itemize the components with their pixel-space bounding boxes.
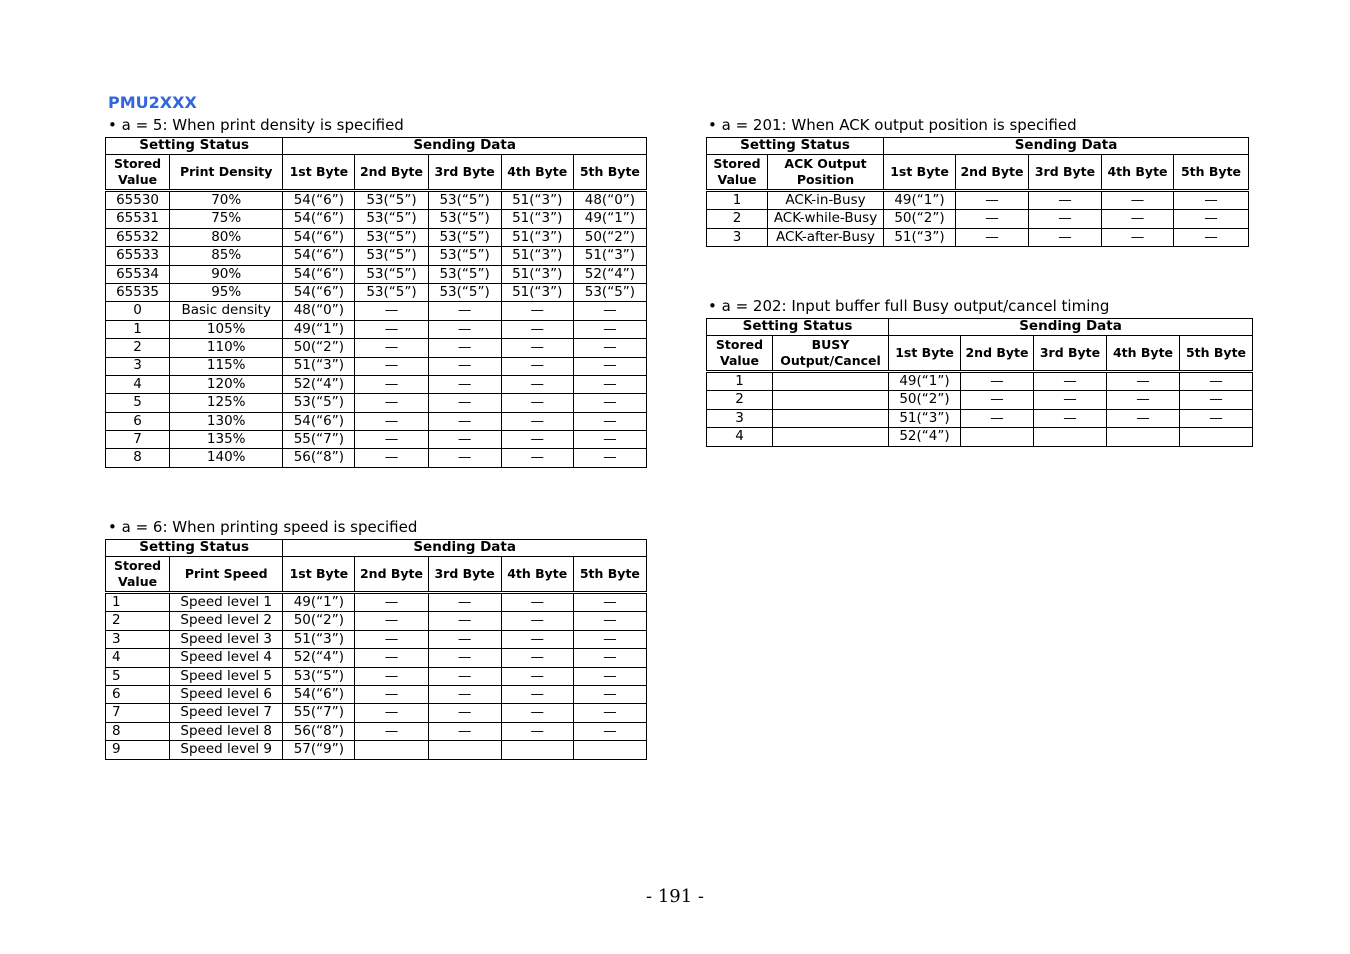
table-cell: — [501, 302, 573, 320]
table-cell: ACK-in-Busy [768, 191, 884, 210]
table-row [106, 320, 647, 338]
section-heading: PMU2XXX [108, 93, 197, 112]
table-cell: 51(“3”) [501, 247, 573, 265]
table-row [707, 391, 1253, 409]
table-row [106, 449, 647, 467]
page-number: - 191 - [646, 886, 704, 907]
busy-timing-table [706, 318, 1253, 447]
column-header: 4th Byte [501, 155, 573, 191]
table-cell: — [573, 667, 646, 685]
table-cell: 0 [106, 302, 170, 320]
table-cell: — [501, 649, 573, 667]
table-cell: — [355, 320, 428, 338]
table-cell: — [956, 210, 1029, 228]
table-cell: — [355, 722, 428, 740]
table-cell: — [1034, 372, 1107, 391]
table-cell: — [1029, 210, 1102, 228]
table-cell: — [428, 449, 501, 467]
group-header-sending-data: Sending Data [283, 540, 647, 557]
table-cell: 95% [170, 283, 283, 301]
table-cell: Speed level 3 [170, 630, 283, 648]
table-cell: 130% [170, 412, 283, 430]
table-cell: ACK-after-Busy [768, 228, 884, 246]
column-header: 4th Byte [501, 557, 573, 593]
table-cell: Speed level 2 [170, 612, 283, 630]
table-cell: — [573, 431, 646, 449]
table-cell: 53(“5”) [283, 394, 355, 412]
table-cell: — [428, 704, 501, 722]
table-cell: Basic density [170, 302, 283, 320]
table-cell: 2 [707, 391, 773, 409]
column-header: 3rd Byte [428, 155, 501, 191]
table-cell: 53(“5”) [428, 265, 501, 283]
group-header-setting-status: Setting Status [707, 319, 889, 336]
table-cell: 54(“6”) [283, 283, 355, 301]
group-header-setting-status: Setting Status [707, 138, 884, 155]
table-cell: 6 [106, 685, 170, 703]
table-cell: — [428, 339, 501, 357]
table-cell [961, 428, 1034, 446]
table-cell: 54(“6”) [283, 247, 355, 265]
table-cell: 2 [106, 339, 170, 357]
table-cell: 54(“6”) [283, 210, 355, 228]
table-cell: — [573, 685, 646, 703]
table-cell [773, 409, 889, 427]
table-cell: — [355, 630, 428, 648]
table-cell: 54(“6”) [283, 685, 355, 703]
table-cell: 52(“4”) [283, 375, 355, 393]
column-header: Stored Value [106, 557, 170, 593]
table-cell: 54(“6”) [283, 412, 355, 430]
table-cell: — [501, 449, 573, 467]
table-cell: — [501, 357, 573, 375]
table-row [106, 667, 647, 685]
table-cell: 5 [106, 394, 170, 412]
table-cell: — [573, 649, 646, 667]
table-cell: — [501, 667, 573, 685]
table-cell: — [1034, 391, 1107, 409]
ack-caption: • a = 201: When ACK output position is specified [708, 116, 1077, 134]
group-header-sending-data: Sending Data [889, 319, 1253, 336]
table-cell: 51(“3”) [501, 265, 573, 283]
table-cell: — [428, 685, 501, 703]
table-cell: 90% [170, 265, 283, 283]
table-cell: 125% [170, 394, 283, 412]
table-row [106, 210, 647, 228]
table-cell: 65530 [106, 191, 170, 210]
table-cell: 4 [106, 649, 170, 667]
table-row [707, 210, 1249, 228]
table-cell: 53(“5”) [355, 265, 428, 283]
table-row [707, 409, 1253, 427]
table-cell: 49(“1”) [573, 210, 646, 228]
table-row [707, 372, 1253, 391]
table-cell: — [428, 630, 501, 648]
table-cell: 53(“5”) [428, 210, 501, 228]
table-cell: — [573, 449, 646, 467]
table-cell: 54(“6”) [283, 228, 355, 246]
table-cell: 54(“6”) [283, 191, 355, 210]
table-cell: — [355, 685, 428, 703]
table-cell: — [1107, 372, 1180, 391]
table-cell: — [428, 375, 501, 393]
table-row [106, 394, 647, 412]
table-cell: — [573, 339, 646, 357]
column-header: 2nd Byte [355, 557, 428, 593]
table-cell: — [501, 630, 573, 648]
column-header: 1st Byte [283, 557, 355, 593]
table-cell: — [1174, 210, 1249, 228]
column-header: Stored Value [707, 155, 768, 191]
table-cell: 55(“7”) [283, 431, 355, 449]
table-cell: 4 [707, 428, 773, 446]
table-cell: 52(“4”) [889, 428, 961, 446]
table-cell: — [956, 228, 1029, 246]
table-cell [773, 391, 889, 409]
table-row [106, 228, 647, 246]
table-cell: 75% [170, 210, 283, 228]
table-cell: — [428, 394, 501, 412]
table-cell: 3 [106, 357, 170, 375]
table-cell: 57(“9”) [283, 741, 355, 759]
table-cell: 49(“1”) [283, 593, 355, 612]
table-cell: 51(“3”) [573, 247, 646, 265]
table-cell: 55(“7”) [283, 704, 355, 722]
table-row [106, 412, 647, 430]
table-cell: 49(“1”) [884, 191, 956, 210]
table-cell: — [573, 612, 646, 630]
table-row [106, 247, 647, 265]
table-cell: Speed level 5 [170, 667, 283, 685]
column-header: BUSY Output/Cancel [773, 336, 889, 372]
table-row [106, 283, 647, 301]
table-cell [501, 741, 573, 759]
column-header: 3rd Byte [1029, 155, 1102, 191]
column-header: 5th Byte [573, 557, 646, 593]
table-cell: — [573, 630, 646, 648]
table-cell: — [1102, 210, 1174, 228]
table-row [106, 704, 647, 722]
table-cell: — [1102, 191, 1174, 210]
table-cell: 52(“4”) [283, 649, 355, 667]
table-cell [773, 372, 889, 391]
table-row [106, 630, 647, 648]
table-cell: 8 [106, 449, 170, 467]
table-cell: 51(“3”) [501, 228, 573, 246]
group-header-sending-data: Sending Data [283, 138, 647, 155]
table-cell: 3 [707, 228, 768, 246]
column-header: Print Speed [170, 557, 283, 593]
table-cell: 5 [106, 667, 170, 685]
column-header: Print Density [170, 155, 283, 191]
table-cell: 8 [106, 722, 170, 740]
table-cell: 49(“1”) [283, 320, 355, 338]
table-cell: 53(“5”) [355, 210, 428, 228]
table-cell: — [1107, 391, 1180, 409]
column-header: 2nd Byte [956, 155, 1029, 191]
table-cell: — [501, 320, 573, 338]
table-cell: 51(“3”) [884, 228, 956, 246]
table-cell: — [961, 391, 1034, 409]
table-cell: — [573, 412, 646, 430]
table-cell: 53(“5”) [355, 247, 428, 265]
table-cell: 53(“5”) [428, 247, 501, 265]
table-cell [1107, 428, 1180, 446]
column-header: 4th Byte [1107, 336, 1180, 372]
table-cell: 7 [106, 431, 170, 449]
table-cell: — [961, 409, 1034, 427]
column-header: Stored Value [106, 155, 170, 191]
table-cell: — [355, 593, 428, 612]
table-cell: 7 [106, 704, 170, 722]
table-row [106, 302, 647, 320]
table-cell: 53(“5”) [428, 191, 501, 210]
column-header: 3rd Byte [1034, 336, 1107, 372]
table-cell: 56(“8”) [283, 449, 355, 467]
table-cell: 1 [106, 320, 170, 338]
table-cell: — [355, 612, 428, 630]
table-cell: 51(“3”) [501, 191, 573, 210]
table-cell: 65534 [106, 265, 170, 283]
table-cell: 9 [106, 741, 170, 759]
table-cell: ACK-while-Busy [768, 210, 884, 228]
column-header: 5th Byte [573, 155, 646, 191]
table-cell: — [428, 320, 501, 338]
group-header-setting-status: Setting Status [106, 138, 283, 155]
table-cell: 50(“2”) [889, 391, 961, 409]
table-row [106, 722, 647, 740]
table-cell: — [428, 431, 501, 449]
table-row [707, 428, 1253, 446]
table-row [106, 612, 647, 630]
table-cell: Speed level 6 [170, 685, 283, 703]
table-cell: — [1174, 228, 1249, 246]
table-cell: — [355, 431, 428, 449]
table-row [106, 649, 647, 667]
table-cell: 4 [106, 375, 170, 393]
table-cell: 110% [170, 339, 283, 357]
table-cell: 1 [707, 372, 773, 391]
table-cell: — [355, 302, 428, 320]
table-cell: 48(“0”) [573, 191, 646, 210]
table-row [106, 685, 647, 703]
table-cell: — [573, 320, 646, 338]
table-cell [1180, 428, 1253, 446]
table-cell: 1 [106, 593, 170, 612]
table-cell: 50(“2”) [884, 210, 956, 228]
table-cell: 65535 [106, 283, 170, 301]
table-cell: — [428, 612, 501, 630]
table-cell: 3 [106, 630, 170, 648]
table-cell: — [428, 412, 501, 430]
table-cell: 50(“2”) [573, 228, 646, 246]
table-cell [773, 428, 889, 446]
column-header: 1st Byte [884, 155, 956, 191]
column-header: ACK Output Position [768, 155, 884, 191]
table-cell: 54(“6”) [283, 265, 355, 283]
table-cell: 2 [106, 612, 170, 630]
table-cell: 3 [707, 409, 773, 427]
table-cell: Speed level 1 [170, 593, 283, 612]
table-cell: 53(“5”) [355, 283, 428, 301]
table-cell: 51(“3”) [501, 210, 573, 228]
table-cell: 140% [170, 449, 283, 467]
table-cell: — [355, 375, 428, 393]
table-cell: — [501, 394, 573, 412]
table-cell: — [1174, 191, 1249, 210]
table-cell: — [428, 667, 501, 685]
column-header: 5th Byte [1180, 336, 1253, 372]
table-row [106, 357, 647, 375]
table-cell: — [961, 372, 1034, 391]
table-cell: 70% [170, 191, 283, 210]
table-cell: — [1180, 409, 1253, 427]
table-cell: — [573, 704, 646, 722]
table-cell: 115% [170, 357, 283, 375]
table-cell: Speed level 8 [170, 722, 283, 740]
table-cell: 85% [170, 247, 283, 265]
table-cell: — [355, 412, 428, 430]
table-cell: 51(“3”) [501, 283, 573, 301]
table-cell: 50(“2”) [283, 612, 355, 630]
column-header: 1st Byte [283, 155, 355, 191]
table-cell: 49(“1”) [889, 372, 961, 391]
table-cell: — [1102, 228, 1174, 246]
table-cell: 65533 [106, 247, 170, 265]
table-cell [1034, 428, 1107, 446]
table-cell: 53(“5”) [428, 283, 501, 301]
table-cell: — [428, 357, 501, 375]
table-cell: — [501, 412, 573, 430]
table-cell: — [1034, 409, 1107, 427]
table-cell: — [501, 593, 573, 612]
table-cell: — [1029, 228, 1102, 246]
column-header: 5th Byte [1174, 155, 1249, 191]
table-cell: 53(“5”) [573, 283, 646, 301]
column-header: 4th Byte [1102, 155, 1174, 191]
table-cell: — [573, 357, 646, 375]
table-cell: — [956, 191, 1029, 210]
speed-caption: • a = 6: When printing speed is specified [108, 518, 418, 536]
table-row [106, 339, 647, 357]
table-cell: — [501, 339, 573, 357]
table-cell: 53(“5”) [428, 228, 501, 246]
table-row [106, 741, 647, 759]
busy-caption: • a = 202: Input buffer full Busy output/cancel timing [708, 297, 1110, 315]
table-cell: 53(“5”) [355, 228, 428, 246]
column-header: 2nd Byte [961, 336, 1034, 372]
table-cell: 51(“3”) [283, 630, 355, 648]
table-cell: 120% [170, 375, 283, 393]
table-cell: 51(“3”) [889, 409, 961, 427]
table-cell: — [573, 394, 646, 412]
table-cell: — [501, 431, 573, 449]
table-cell: 135% [170, 431, 283, 449]
table-cell: 56(“8”) [283, 722, 355, 740]
ack-position-table [706, 137, 1249, 247]
table-cell: 51(“3”) [283, 357, 355, 375]
table-cell: — [1107, 409, 1180, 427]
group-header-setting-status: Setting Status [106, 540, 283, 557]
table-cell: — [355, 339, 428, 357]
table-cell: Speed level 7 [170, 704, 283, 722]
table-cell: — [428, 593, 501, 612]
table-cell: — [573, 302, 646, 320]
table-cell: — [501, 612, 573, 630]
table-cell: 53(“5”) [355, 191, 428, 210]
table-cell: 65531 [106, 210, 170, 228]
table-cell: — [355, 394, 428, 412]
table-cell: — [355, 649, 428, 667]
table-cell: — [573, 593, 646, 612]
table-cell: 105% [170, 320, 283, 338]
table-cell: — [355, 449, 428, 467]
table-cell: — [355, 704, 428, 722]
table-cell: — [428, 722, 501, 740]
table-cell: — [1180, 391, 1253, 409]
table-cell: — [573, 722, 646, 740]
table-cell: — [1180, 372, 1253, 391]
table-row [106, 431, 647, 449]
table-cell: — [501, 704, 573, 722]
table-cell: 50(“2”) [283, 339, 355, 357]
column-header: Stored Value [707, 336, 773, 372]
column-header: 3rd Byte [428, 557, 501, 593]
table-cell: — [355, 357, 428, 375]
table-cell: 48(“0”) [283, 302, 355, 320]
column-header: 1st Byte [889, 336, 961, 372]
table-cell: Speed level 9 [170, 741, 283, 759]
print-density-table [105, 137, 647, 468]
table-cell: — [501, 685, 573, 703]
table-cell: Speed level 4 [170, 649, 283, 667]
table-cell: 52(“4”) [573, 265, 646, 283]
table-cell [428, 741, 501, 759]
print-speed-table [105, 539, 647, 760]
table-cell: 1 [707, 191, 768, 210]
table-cell: 80% [170, 228, 283, 246]
table-cell: — [501, 722, 573, 740]
column-header: 2nd Byte [355, 155, 428, 191]
table-cell: 65532 [106, 228, 170, 246]
table-cell: 53(“5”) [283, 667, 355, 685]
table-cell: 2 [707, 210, 768, 228]
table-cell: — [573, 375, 646, 393]
table-cell: 6 [106, 412, 170, 430]
table-row [707, 228, 1249, 246]
group-header-sending-data: Sending Data [884, 138, 1249, 155]
table-row [106, 191, 647, 210]
table-row [707, 191, 1249, 210]
table-row [106, 265, 647, 283]
density-caption: • a = 5: When print density is specified [108, 116, 404, 134]
table-cell: — [501, 375, 573, 393]
table-cell [355, 741, 428, 759]
table-cell: — [1029, 191, 1102, 210]
table-row [106, 375, 647, 393]
table-cell: — [355, 667, 428, 685]
table-row [106, 593, 647, 612]
table-cell: — [428, 302, 501, 320]
table-cell: — [428, 649, 501, 667]
table-cell [573, 741, 646, 759]
